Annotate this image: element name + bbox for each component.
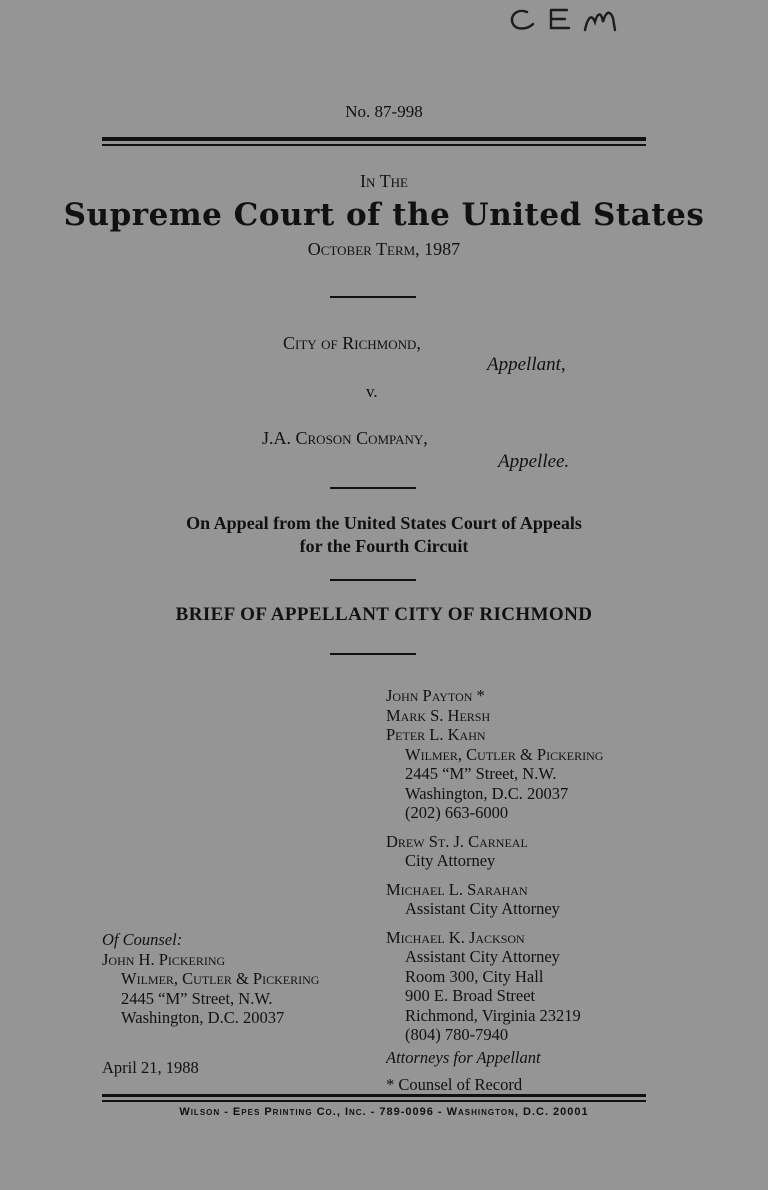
appellee-party: J.A. Croson Company, bbox=[262, 428, 428, 448]
of-counsel-street: 2445 “M” Street, N.W. bbox=[121, 988, 273, 1008]
of-counsel-label: Of Counsel: bbox=[102, 930, 183, 949]
in-the-heading: In The bbox=[360, 171, 408, 191]
appellant-role: Appellant, bbox=[487, 354, 566, 375]
divider bbox=[330, 653, 416, 655]
attorneys-block bbox=[386, 686, 666, 1095]
attorney-name: John Payton * bbox=[386, 686, 485, 705]
term-heading: October Term, 1987 bbox=[307, 239, 461, 259]
of-counsel-name: John H. Pickering bbox=[102, 949, 226, 969]
of-counsel-firm: Wilmer, Cutler & Pickering bbox=[121, 969, 320, 988]
bottom-rule-thin bbox=[102, 1100, 646, 1102]
attorney-title: City Attorney bbox=[405, 851, 496, 870]
handwritten-initials bbox=[505, 0, 635, 38]
firm-name: Wilmer, Cutler & Pickering bbox=[405, 744, 604, 764]
firm-street: 2445 “M” Street, N.W. bbox=[405, 764, 557, 783]
filing-date: April 21, 1988 bbox=[102, 1058, 199, 1077]
printer-footer: Wilson - Epes Printing Co., Inc. - 789-0096 - Washington, D.C. 20001 bbox=[179, 1106, 589, 1118]
firm-phone: (202) 663-6000 bbox=[405, 803, 509, 822]
city-phone: (804) 780-7940 bbox=[405, 1025, 509, 1044]
attorney-name: Peter L. Kahn bbox=[386, 725, 486, 744]
attorney-name: Mark S. Hersh bbox=[386, 705, 491, 725]
city-city: Richmond, Virginia 23219 bbox=[405, 1005, 581, 1025]
city-room: Room 300, City Hall bbox=[405, 966, 544, 986]
counsel-note: * Counsel of Record bbox=[386, 1075, 523, 1094]
divider bbox=[330, 579, 416, 581]
brief-title: BRIEF OF APPELLANT CITY OF RICHMOND bbox=[175, 604, 593, 625]
attorney-title: Assistant City Attorney bbox=[405, 899, 560, 918]
attorney-name: Drew St. J. Carneal bbox=[386, 831, 528, 851]
appeal-caption bbox=[0, 512, 768, 558]
appellant-party: City of Richmond, bbox=[283, 333, 421, 353]
docket-number: No. 87-998 bbox=[345, 102, 423, 121]
appeal-line: On Appeal from the United States Court of Appeals bbox=[186, 513, 582, 533]
court-name: Supreme Court of the United States bbox=[63, 197, 705, 233]
of-counsel-city: Washington, D.C. 20037 bbox=[121, 1008, 285, 1027]
top-rule-thin bbox=[102, 144, 646, 146]
bottom-rule-thick bbox=[102, 1094, 646, 1097]
attorney-name: Michael L. Sarahan bbox=[386, 879, 528, 899]
attorney-title: Assistant City Attorney bbox=[405, 947, 560, 966]
city-street: 900 E. Broad Street bbox=[405, 986, 536, 1005]
divider bbox=[330, 296, 416, 298]
firm-city: Washington, D.C. 20037 bbox=[405, 783, 569, 803]
divider bbox=[330, 487, 416, 489]
attorney-name: Michael K. Jackson bbox=[386, 927, 525, 947]
versus: v. bbox=[366, 382, 378, 401]
of-counsel-block bbox=[102, 930, 372, 1028]
attorneys-for: Attorneys for Appellant bbox=[386, 1047, 541, 1067]
appellee-role: Appellee. bbox=[498, 451, 570, 472]
appeal-line: for the Fourth Circuit bbox=[299, 536, 469, 556]
top-rule-thick bbox=[102, 137, 646, 141]
